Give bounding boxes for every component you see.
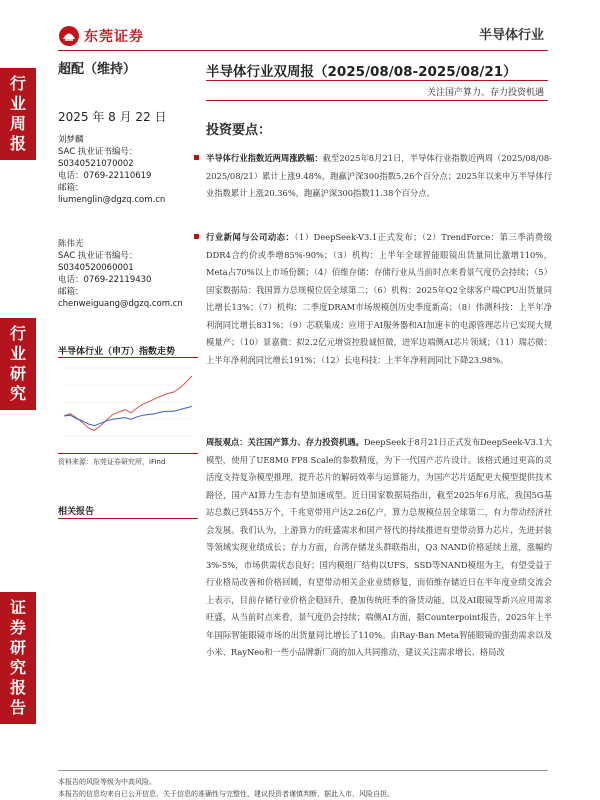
bullet-icon — [194, 234, 199, 239]
related-reports-title: 相关报告 — [58, 507, 95, 517]
analyst-tel: 电话：0769-22119430 — [58, 275, 152, 285]
analyst-card — [58, 134, 203, 206]
key-point-view — [206, 434, 552, 756]
analyst-tel: 电话：0769-22110619 — [58, 171, 152, 181]
subtitle-divider — [206, 100, 548, 101]
analyst-name: 陈伟光 — [58, 239, 84, 249]
footer-risk: 本报告的风险等级为中高风险。 — [58, 778, 156, 786]
analyst-mail-label: 邮箱： — [58, 287, 84, 297]
report-title: 半导体行业双周报（2025/08/08-2025/08/21） — [206, 64, 517, 80]
footer-divider — [58, 770, 548, 771]
sidebar-block-research: 行 业 研 究 — [0, 318, 36, 410]
key-point-index — [206, 150, 552, 203]
brand-name: 东莞证券 — [84, 29, 144, 45]
rating: 超配（维持） — [58, 62, 137, 77]
report-subtitle: 关注国产算力、存力投资机遇 — [426, 88, 544, 98]
chart-title: 半导体行业（申万）指数走势 — [58, 347, 176, 357]
chart-title-divider — [58, 357, 198, 358]
analyst-cert: S0340520060001 — [58, 263, 134, 273]
analyst-name: 刘梦麟 — [58, 135, 84, 145]
analyst-cert-label: SAC 执业证书编号： — [58, 251, 138, 261]
analyst-card — [58, 238, 203, 310]
header-section: 半导体行业 — [478, 28, 544, 43]
chart-source: 资料来源：东莞证券研究所，iFind — [58, 458, 166, 466]
analyst-mail-label: 邮箱： — [58, 183, 84, 193]
key-point-lead: 周报观点：关注国产算力、存力投资机遇。 — [206, 437, 364, 447]
title-divider — [206, 80, 548, 81]
key-point-lead: 半导体行业指数近两周涨跌幅： — [206, 153, 323, 163]
key-point-text: 截至2025年8月21日，半导体行业指数近两周（2025/08/08-2025/08/21）累计上涨9.48%，跑赢沪深300指数5.26个百分点；2025年以来申万半导体行业指数累计上涨20.36%，跑赢沪深300指数11.38个百分点。 — [206, 153, 552, 198]
company-logo — [58, 24, 168, 48]
report-date: 2025 年 8 月 22 日 — [58, 110, 167, 124]
chart-bottom-divider — [58, 453, 198, 454]
analyst-mail[interactable]: chenweiguang@dgzq.com.cn — [58, 299, 183, 309]
key-point-text: （1）DeepSeek-V3.1正式发布；（2）TrendForce：第三季消费级DDR4合约价或季增85%-90%；（3）机构：上半年全球智能眼镜出货量同比激增110%，Meta占70%以上市场份额；（4）佰维存储：存储行业从当前时点来看景气度仍会持续；（5）国家数据局：我国算力总规模位居全球第二；（6）机构：2025年Q2全球客户端CPU出货量同比增长13%；（7）机构：二季度DRAM市场规模创历史季度新高；（8）伟测科技：上半年净利润同比增长831%；（9）芯联集成：应用于AI服务器和AI加速卡的电源管理芯片已实现大规模量产；（10）景嘉微：拟2.2亿元增资控股诚恒微，进军边端侧AI芯片领域；（11）瑞芯微：上半年净利润同比增长191%；（12）长电科技：上半年净利润同比下降23.98%。 — [206, 232, 552, 365]
bullet-icon — [194, 155, 199, 160]
index-trend-chart — [58, 360, 198, 450]
analyst-mail[interactable]: liumenglin@dgzq.com.cn — [58, 195, 166, 205]
footer-disclaimer: 本报告的信息均来自已公开信息，关于信息的准确性与完整性，建议投资者谨慎判断，据此入市，风险自担。 — [58, 790, 394, 798]
header-divider — [58, 50, 548, 51]
sidebar-block-weekly: 行 业 周 报 — [0, 68, 36, 160]
sidebar-block-report: 证 券 研 究 报 告 — [0, 592, 36, 724]
key-points-title: 投资要点： — [206, 123, 272, 138]
key-point-news — [206, 229, 552, 369]
key-point-text: DeepSeek于8月21日正式发布DeepSeek-V3.1大模型，使用了UE8M0 FP8 Scale的参数精度，为下一代国产芯片设计。该格式通过更高的灵活度支持复杂模型推理，提升芯片的解码效率与运算能力，为国产芯片适配更大模型提供技术路径，国产AI算力生态有望加速成型。近日国家数据局指出，截至2025年6月底，我国5G基站总数已到455万个，千兆宽带用户达2.26亿户，算力总规模位居全球第二，有力带动经济社会发展。我们认为，上游算力的旺盛需求和国产替代的持续推进有望带动算力芯片、先进封装等领域实现业绩成长；存力方面，台湾存储龙头群联指出，Q3 NAND价格延续上涨，涨幅约3%-5%，市场供需状态良好；国内模组厂结构以UFS、SSD等NAND模组为主，有望受益于行业格局改善和价格回暖，有望带动相关企业业绩修复，而佰维存储近日在半年度业绩交流会上表示，目前存储行业价格企稳回升，叠加传统旺季的备货动能，以及AI眼镜等新兴应用需求旺盛，从当前时点来看，景气度仍会持续；端侧AI方面，据Counterpoint报告，2025年上半年国际智能眼镜市场的出货量同比增长了110%。由Ray-Ban Meta智能眼镜的强劲需求以及小米、RayNeo和一些小品牌新厂商的加入共同推动，建议关注需求增长、格局改 — [206, 437, 552, 657]
logo-mark-icon — [58, 25, 80, 47]
analyst-cert-label: SAC 执业证书编号： — [58, 147, 138, 157]
related-reports-divider — [58, 518, 198, 519]
key-point-lead: 行业新闻与公司动态： — [206, 232, 295, 242]
analyst-cert: S0340521070002 — [58, 159, 134, 169]
